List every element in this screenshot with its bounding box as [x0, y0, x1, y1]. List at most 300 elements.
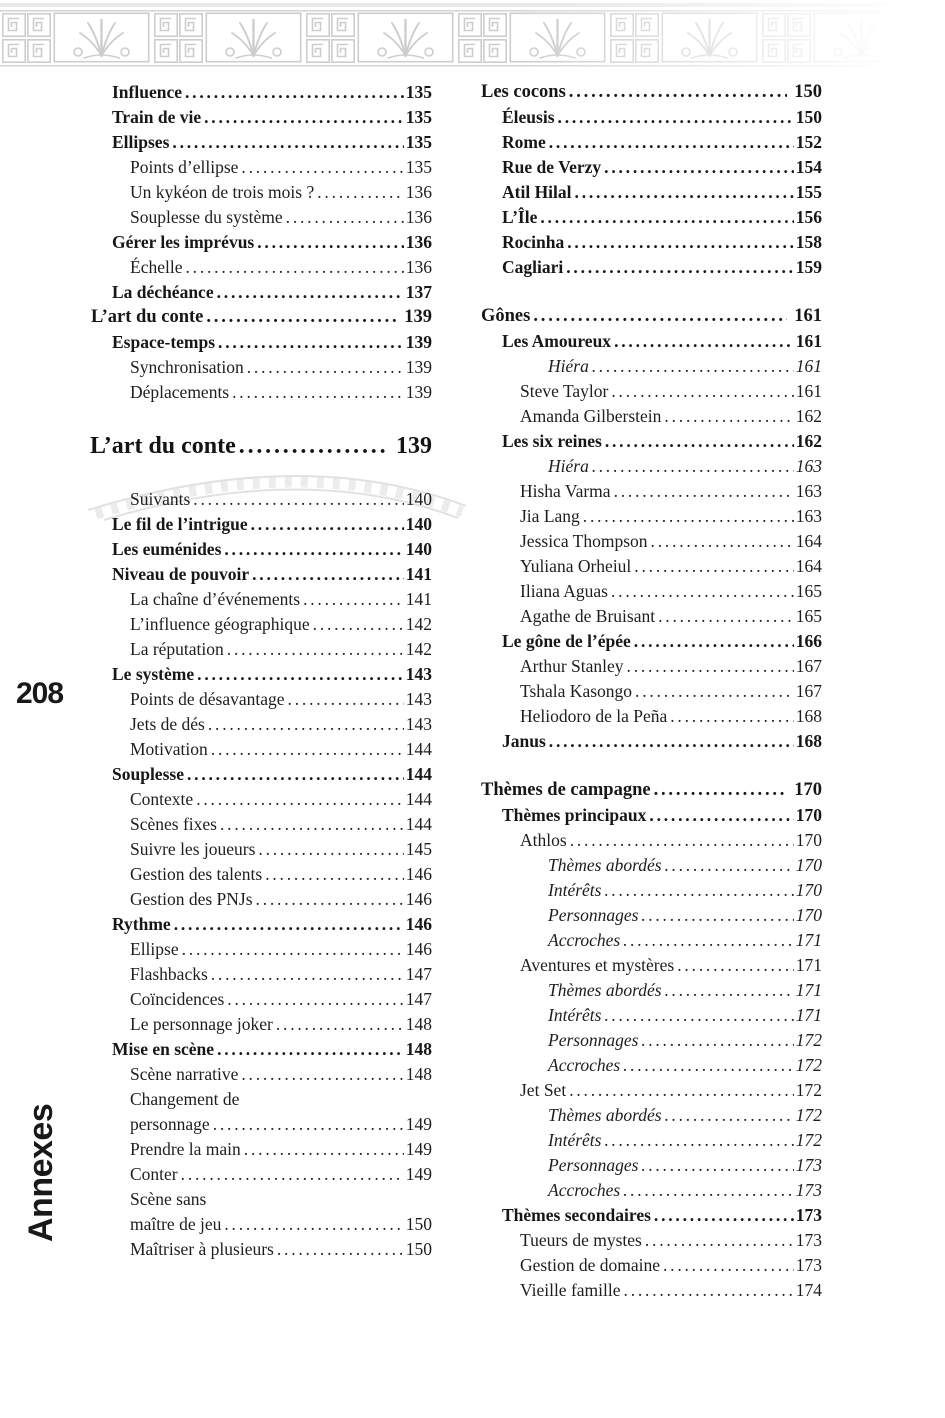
toc-entry-label: Souplesse — [112, 764, 184, 784]
toc-entry-page: 172 — [795, 1055, 822, 1075]
toc-entry-label: La réputation — [130, 639, 224, 659]
toc-entry-label: L’influence géographique — [130, 614, 310, 634]
toc-entry — [478, 1128, 822, 1153]
toc-entry-page: 135 — [405, 82, 432, 102]
toc-entry-page: 171 — [795, 980, 822, 1000]
toc-leader-dots — [665, 1103, 794, 1128]
toc-entry-page: 141 — [405, 589, 432, 609]
toc-entry-page: 174 — [795, 1280, 822, 1300]
toc-entry — [478, 429, 822, 454]
toc-entry-page: 164 — [795, 556, 822, 576]
toc-entry-label: Conter — [130, 1164, 178, 1184]
toc-entry-page: 172 — [795, 1130, 822, 1150]
toc-entry-label: Points de désavantage — [130, 689, 285, 709]
toc-entry-page: 136 — [405, 257, 432, 277]
toc-entry — [478, 1203, 822, 1228]
toc-entry-page: 162 — [795, 406, 822, 426]
toc-entry — [478, 1228, 822, 1253]
toc-entry-label: Ellipse — [130, 939, 179, 959]
toc-entry-page: 143 — [405, 664, 432, 684]
toc-entry-page: 170 — [795, 830, 822, 850]
toc-leader-dots — [247, 355, 404, 380]
toc-entry-page: 155 — [795, 182, 822, 202]
toc-entry — [478, 654, 822, 679]
toc-entry — [478, 354, 822, 379]
toc-entry — [478, 1178, 822, 1203]
toc-entry — [88, 637, 432, 662]
toc-entry-label: Influence — [112, 82, 182, 102]
toc-entry — [88, 762, 432, 787]
toc-entry-page: 146 — [405, 914, 432, 934]
toc-entry — [478, 304, 822, 329]
toc-leader-dots — [627, 654, 794, 679]
toc-entry — [478, 1253, 822, 1278]
toc-entry-label: Maîtriser à plusieurs — [130, 1239, 274, 1259]
toc-entry-label: Hisha Varma — [520, 481, 611, 501]
toc-entry-page: 171 — [795, 930, 822, 950]
toc-entry — [478, 853, 822, 878]
toc-entry — [88, 1087, 432, 1112]
toc-entry — [478, 878, 822, 903]
toc-entry — [478, 629, 822, 654]
toc-entry-label: maître de jeu — [130, 1214, 222, 1234]
toc-entry-label: Scène narrative — [130, 1064, 239, 1084]
toc-entry-label: Gérer les imprévus — [112, 232, 255, 252]
toc-entry-label: Contexte — [130, 789, 194, 809]
toc-entry-label: Tshala Kasongo — [520, 681, 633, 701]
toc-entry — [88, 1212, 432, 1237]
toc-entry-label: Flashbacks — [130, 964, 208, 984]
toc-entry-label: Iliana Aguas — [520, 581, 608, 601]
toc-entry — [478, 105, 822, 130]
toc-leader-dots — [217, 280, 404, 305]
toc-entry-label: Suivre les joueurs — [130, 839, 256, 859]
toc-entry-label: Souplesse du système — [130, 207, 283, 227]
toc-entry — [478, 978, 822, 1003]
toc-entry-page: 161 — [795, 381, 822, 401]
toc-leader-dots — [217, 1037, 404, 1062]
toc-leader-dots — [664, 404, 793, 429]
toc-entry-page: 136 — [405, 182, 432, 202]
toc-entry — [88, 662, 432, 687]
toc-entry-page: 144 — [405, 764, 432, 784]
toc-entry — [88, 1012, 432, 1037]
toc-entry-label: Gestion de domaine — [520, 1255, 660, 1275]
toc-entry-page: 150 — [795, 107, 822, 127]
toc-entry-label: Aventures et mystères — [520, 955, 675, 975]
toc-entry — [478, 255, 822, 280]
toc-entry — [478, 80, 822, 105]
header-rule — [0, 3, 945, 7]
toc-entry-label: Les cocons — [481, 82, 566, 102]
toc-leader-dots — [276, 1012, 404, 1037]
toc-entry-label: Accroches — [548, 1180, 621, 1200]
toc-entry-label: Personnages — [548, 1155, 639, 1175]
toc-entry-label: Jia Lang — [520, 506, 580, 526]
toc-entry — [88, 330, 432, 355]
toc-entry — [478, 1028, 822, 1053]
toc-entry-label: Mise en scène — [112, 1039, 215, 1059]
toc-entry-label: Hiéra — [548, 356, 589, 376]
toc-entry-page: 150 — [794, 82, 822, 102]
toc-entry-label: Jet Set — [520, 1080, 567, 1100]
toc-entry-page: 161 — [795, 356, 822, 376]
toc-entry — [88, 355, 432, 380]
page-number: 208 — [16, 677, 64, 710]
toc-entry-page: 144 — [405, 814, 432, 834]
toc-entry-label: Thèmes abordés — [548, 980, 662, 1000]
toc-entry-label: Thèmes abordés — [548, 1105, 662, 1125]
toc-leader-dots — [670, 704, 794, 729]
toc-entry-page: 154 — [795, 157, 822, 177]
toc-entry-label: Ellipses — [112, 132, 170, 152]
toc-leader-dots — [239, 429, 389, 463]
toc-leader-dots — [256, 887, 404, 912]
toc-entry-page: 172 — [795, 1030, 822, 1050]
toc-entry-page: 148 — [405, 1039, 432, 1059]
toc-entry-label: Janus — [502, 731, 546, 751]
toc-leader-dots — [220, 812, 404, 837]
toc-leader-dots — [658, 604, 794, 629]
toc-leader-dots — [651, 529, 794, 554]
toc-entry-page: 163 — [795, 456, 822, 476]
toc-entry-label: Intérêts — [548, 1005, 602, 1025]
toc-entry — [478, 778, 822, 803]
toc-entry-page: 139 — [404, 307, 432, 327]
toc-entry-page: 170 — [795, 905, 822, 925]
toc-entry — [478, 529, 822, 554]
toc-entry-label: Jessica Thompson — [520, 531, 648, 551]
toc-entry — [88, 562, 432, 587]
toc-entry — [478, 704, 822, 729]
toc-entry-page: 167 — [795, 681, 822, 701]
toc-leader-dots — [540, 205, 793, 230]
toc-entry-label: Échelle — [130, 257, 183, 277]
section-gap — [478, 754, 822, 778]
toc-entry — [478, 404, 822, 429]
toc-entry-page: 165 — [795, 606, 822, 626]
toc-entry-page: 170 — [794, 780, 822, 800]
toc-entry-page: 140 — [405, 489, 432, 509]
toc-entry-label: Synchronisation — [130, 357, 244, 377]
toc-leader-dots — [654, 778, 788, 803]
toc-entry-page: 171 — [795, 1005, 822, 1025]
toc-entry-page: 135 — [405, 132, 432, 152]
toc-entry-label: Athlos — [520, 830, 567, 850]
toc-entry-page: 135 — [405, 107, 432, 127]
toc-leader-dots — [604, 1003, 793, 1028]
toc-leader-dots — [211, 962, 404, 987]
toc-entry-page: 136 — [405, 232, 432, 252]
toc-entry — [478, 205, 822, 230]
toc-entry-page: 156 — [795, 207, 822, 227]
toc-leader-dots — [241, 1062, 403, 1087]
toc-leader-dots — [277, 1237, 404, 1262]
toc-entry-page: 149 — [405, 1114, 432, 1134]
toc-entry-page: 172 — [795, 1105, 822, 1125]
toc-entry — [88, 537, 432, 562]
toc-entry — [88, 1112, 432, 1137]
toc-entry — [88, 1162, 432, 1187]
toc-entry-label: Accroches — [548, 1055, 621, 1075]
toc-entry-label: Espace-temps — [112, 332, 216, 352]
toc-leader-dots — [645, 1228, 794, 1253]
toc-leader-dots — [288, 687, 404, 712]
toc-entry-page: 146 — [405, 939, 432, 959]
greek-frieze-ornament — [0, 10, 945, 67]
toc-entry — [88, 180, 432, 205]
toc-entry-label: Rome — [502, 132, 546, 152]
toc-entry-label: Gônes — [481, 306, 531, 326]
toc-entry-label: Gestion des talents — [130, 864, 263, 884]
toc-entry-label: Train de vie — [112, 107, 202, 127]
toc-leader-dots — [193, 487, 403, 512]
toc-entry-label: Changement de — [130, 1089, 240, 1109]
toc-entry-page: 159 — [795, 257, 822, 277]
toc-entry — [88, 1062, 432, 1087]
toc-entry-label: Points d’ellipse — [130, 157, 239, 177]
toc-entry-label: Éleusis — [502, 107, 555, 127]
toc-leader-dots — [677, 953, 794, 978]
toc-entry-label: personnage — [130, 1114, 210, 1134]
toc-entry — [478, 579, 822, 604]
toc-leader-dots — [634, 629, 794, 654]
toc-entry-label: La déchéance — [112, 282, 214, 302]
toc-entry-page: 148 — [405, 1014, 432, 1034]
toc-leader-dots — [227, 637, 404, 662]
toc-leader-dots — [265, 862, 404, 887]
toc-leader-dots — [232, 380, 404, 405]
toc-leader-dots — [641, 1028, 793, 1053]
toc-entry-page: 141 — [405, 564, 432, 584]
toc-entry-label: L’art du conte — [90, 433, 236, 459]
toc-entry-label: L’Île — [502, 207, 538, 227]
toc-entry-page: 140 — [405, 514, 432, 534]
toc-entry-label: La chaîne d’événements — [130, 589, 301, 609]
toc-entry-page: 139 — [405, 332, 432, 352]
toc-leader-dots — [303, 587, 404, 612]
toc-entry-page: 173 — [795, 1180, 822, 1200]
toc-leader-dots — [604, 155, 794, 180]
toc-entry-label: Intérêts — [548, 1130, 602, 1150]
toc-entry — [88, 912, 432, 937]
toc-entry-label: Niveau de pouvoir — [112, 564, 250, 584]
toc-entry-label: Motivation — [130, 739, 208, 759]
toc-entry — [88, 987, 432, 1012]
toc-leader-dots — [185, 255, 403, 280]
toc-entry-label: Prendre la main — [130, 1139, 241, 1159]
toc-entry-page: 173 — [795, 1205, 822, 1225]
toc-entry-label: Personnages — [548, 905, 639, 925]
toc-entry-label: Yuliana Orheiul — [520, 556, 632, 576]
toc-entry — [88, 587, 432, 612]
toc-entry-page: 144 — [405, 789, 432, 809]
toc-entry-page: 146 — [405, 889, 432, 909]
toc-leader-dots — [641, 903, 793, 928]
toc-leader-dots — [241, 155, 403, 180]
toc-entry-page: 140 — [405, 539, 432, 559]
toc-entry — [88, 512, 432, 537]
toc-entry-page: 139 — [405, 382, 432, 402]
toc-entry-page: 144 — [405, 739, 432, 759]
toc-leader-dots — [558, 105, 794, 130]
toc-leader-dots — [566, 255, 794, 280]
greek-frieze-svg — [0, 10, 945, 67]
toc-entry-page: 147 — [405, 964, 432, 984]
toc-entry — [478, 1003, 822, 1028]
toc-entry-page: 164 — [795, 531, 822, 551]
toc-entry — [478, 1078, 822, 1103]
toc-entry-page: 136 — [405, 207, 432, 227]
toc-leader-dots — [635, 679, 794, 704]
toc-entry-label: Tueurs de mystes — [520, 1230, 642, 1250]
toc-leader-dots — [172, 130, 403, 155]
toc-leader-dots — [569, 1078, 794, 1103]
toc-entry — [478, 554, 822, 579]
toc-leader-dots — [549, 729, 794, 754]
toc-entry-label: Gestion des PNJs — [130, 889, 253, 909]
toc-leader-dots — [623, 1178, 794, 1203]
toc-entry — [88, 737, 432, 762]
toc-entry-label: Le fil de l’intrigue — [112, 514, 248, 534]
toc-entry — [478, 953, 822, 978]
toc-entry — [478, 903, 822, 928]
toc-leader-dots — [206, 305, 397, 330]
toc-entry — [478, 504, 822, 529]
toc-leader-dots — [251, 512, 404, 537]
toc-leader-dots — [592, 354, 794, 379]
toc-leader-dots — [204, 105, 404, 130]
toc-leader-dots — [614, 329, 794, 354]
toc-entry-page: 146 — [405, 864, 432, 884]
toc-entry-page: 173 — [795, 1230, 822, 1250]
toc-entry-label: Thèmes secondaires — [502, 1205, 651, 1225]
toc-leader-dots — [649, 803, 793, 828]
toc-entry — [478, 803, 822, 828]
toc-entry-label: Accroches — [548, 930, 621, 950]
toc-entry-label: Agathe de Bruisant — [520, 606, 656, 626]
toc-leader-dots — [224, 537, 403, 562]
toc-leader-dots — [623, 1053, 794, 1078]
toc-entry-label: Coïncidences — [130, 989, 225, 1009]
toc-leader-dots — [185, 80, 404, 105]
toc-entry-page: 163 — [795, 481, 822, 501]
toc-leader-dots — [182, 937, 404, 962]
toc-entry-page: 158 — [795, 232, 822, 252]
toc-entry-page: 147 — [405, 989, 432, 1009]
toc-entry-page: 143 — [405, 714, 432, 734]
toc-entry-label: Jets de dés — [130, 714, 205, 734]
toc-entry-page: 148 — [405, 1064, 432, 1084]
toc-entry-label: Suivants — [130, 489, 191, 509]
toc-entry — [88, 1137, 432, 1162]
edge-tab-annexes: Annexes — [22, 1103, 60, 1242]
toc-leader-dots — [317, 180, 404, 205]
toc-entry-page: 150 — [405, 1239, 432, 1259]
section-gap — [88, 463, 432, 487]
toc-entry-page: 142 — [405, 639, 432, 659]
toc-entry — [88, 887, 432, 912]
toc-leader-dots — [218, 330, 404, 355]
toc-entry-label: Vieille famille — [520, 1280, 621, 1300]
toc-entry — [88, 230, 432, 255]
toc-leader-dots — [592, 454, 794, 479]
toc-entry — [478, 1153, 822, 1178]
toc-entry — [88, 937, 432, 962]
toc-entry — [478, 379, 822, 404]
toc-leader-dots — [614, 479, 794, 504]
toc-entry-page: 145 — [405, 839, 432, 859]
toc-entry — [478, 1053, 822, 1078]
toc-entry — [88, 205, 432, 230]
toc-entry — [478, 130, 822, 155]
toc-entry — [478, 329, 822, 354]
toc-entry-page: 172 — [795, 1080, 822, 1100]
toc-entry — [478, 479, 822, 504]
toc-entry — [88, 280, 432, 305]
toc-leader-dots — [641, 1153, 793, 1178]
toc-entry-page: 149 — [405, 1139, 432, 1159]
toc-entry — [88, 155, 432, 180]
toc-entry-label: Personnages — [548, 1030, 639, 1050]
toc-leader-dots — [196, 787, 404, 812]
toc-entry-page: 137 — [405, 282, 432, 302]
toc-entry-label: Déplacements — [130, 382, 230, 402]
toc-entry-label: Steve Taylor — [520, 381, 609, 401]
toc-entry — [88, 380, 432, 405]
toc-entry-page: 152 — [795, 132, 822, 152]
toc-entry-page: 167 — [795, 656, 822, 676]
toc-leader-dots — [567, 230, 794, 255]
toc-entry-page: 162 — [795, 431, 822, 451]
toc-entry-label: Scènes fixes — [130, 814, 217, 834]
toc-leader-dots — [569, 80, 787, 105]
toc-leader-dots — [634, 554, 793, 579]
toc-entry — [88, 487, 432, 512]
toc-entry-page: 135 — [405, 157, 432, 177]
toc-entry-page: 168 — [795, 706, 822, 726]
toc-entry — [478, 230, 822, 255]
toc-entry — [478, 180, 822, 205]
toc-entry — [478, 1103, 822, 1128]
toc-leader-dots — [623, 928, 794, 953]
toc-entry-page: 168 — [795, 731, 822, 751]
toc-entry-page: 165 — [795, 581, 822, 601]
toc-entry-page: 139 — [396, 433, 432, 459]
toc-leader-dots — [665, 853, 794, 878]
toc-entry — [88, 80, 432, 105]
toc-leader-dots — [252, 562, 404, 587]
toc-entry-label: Atil Hilal — [502, 182, 572, 202]
toc-leader-dots — [665, 978, 794, 1003]
toc-entry-label: Le système — [112, 664, 195, 684]
toc-leader-dots — [604, 1128, 793, 1153]
toc-entry-label: Amanda Gilberstein — [520, 406, 662, 426]
toc-entry-label: Rocinha — [502, 232, 565, 252]
toc-leader-dots — [224, 1212, 403, 1237]
toc-entry-page: 170 — [795, 880, 822, 900]
toc-entry — [478, 679, 822, 704]
toc-entry-page: 161 — [795, 331, 822, 351]
toc-entry-page: 173 — [795, 1255, 822, 1275]
toc-entry — [88, 255, 432, 280]
toc-entry — [88, 130, 432, 155]
toc-leader-dots — [570, 828, 794, 853]
toc-entry-label: Thèmes principaux — [502, 805, 647, 825]
toc-entry-label: Le gône de l’épée — [502, 631, 631, 651]
toc-leader-dots — [583, 504, 794, 529]
toc-leader-dots — [549, 130, 794, 155]
